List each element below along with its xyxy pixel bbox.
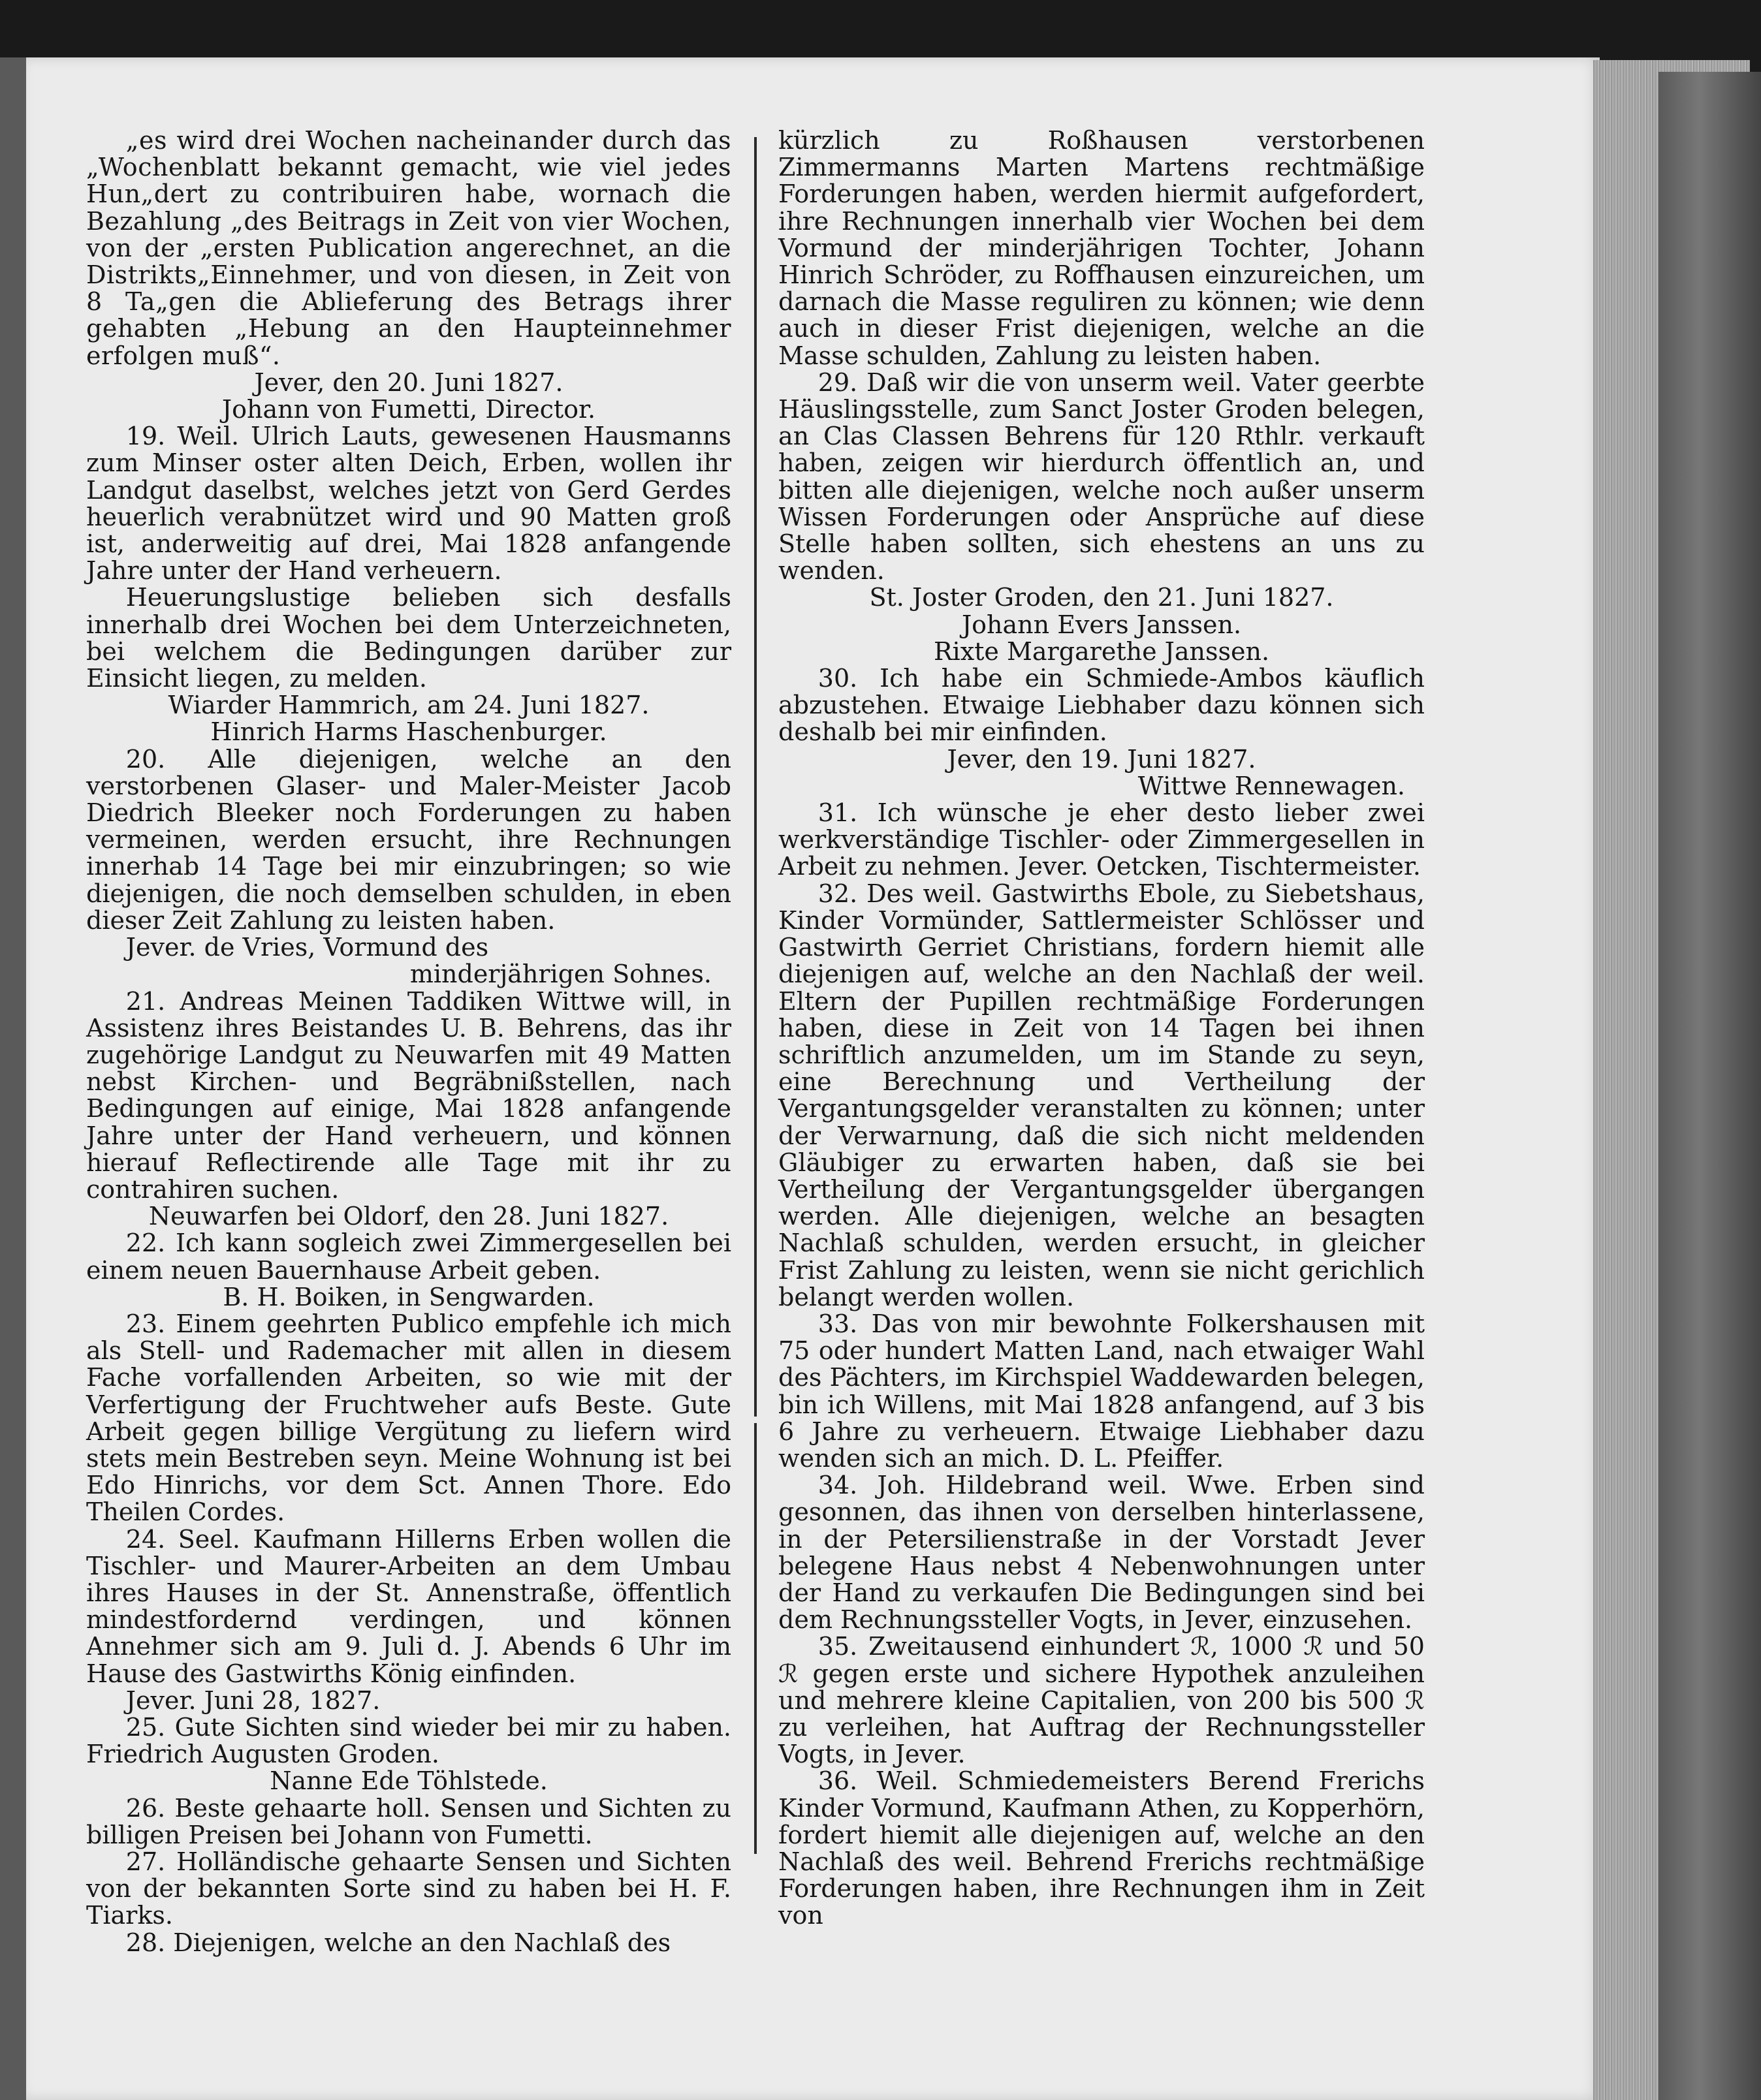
column-divider-bottom	[754, 1423, 757, 1854]
notice-paragraph: 31. Ich wünsche je eher desto lieber zwei werkverständige Tischler- oder Zimmergesellen in Arbeit zu nehmen. Jever. Oetcken, Tischtermeister.	[778, 798, 1425, 881]
notice-signature: Jever, den 19. Juni 1827.	[947, 744, 1256, 774]
notice-paragraph: 19. Weil. Ulrich Lauts, gewesenen Hausmanns zum Minser oster alten Deich, Erben, wollen ihr Landgut daselbst, welches jetzt von Gerd Gerdes heuerlich verabnützet wird und 90 Matten groß ist, anderweitig auf drei, Mai 1828 anfangende Jahre unter der Hand verheuern.	[86, 422, 731, 586]
notice-signature: Neuwarfen bei Oldorf, den 28. Juni 1827.	[148, 1202, 669, 1231]
notice-signature: St. Joster Groden, den 21. Juni 1827.	[869, 583, 1334, 612]
notice-paragraph: 26. Beste gehaarte holl. Sensen und Sichten zu billigen Preisen bei Johann von Fumetti.	[86, 1793, 731, 1849]
notice-signature: minderjährigen Sohnes.	[409, 960, 712, 989]
notice-paragraph: 21. Andreas Meinen Taddiken Wittwe will, in Assistenz ihres Beistandes U. B. Behrens, das ihr zugehörige Landgut zu Neuwarfen mit 49 Matten nebst Kirchen- und Begräbnißstellen, nach Bedingungen auf einige, Mai 1828 anfangende Jahre unter der Hand verheuern, und können hierauf Reflectirende alle Tage mit ihr zu contrahiren suchen.	[86, 986, 731, 1204]
notice-signature: B. H. Boiken, in Sengwarden.	[223, 1282, 595, 1311]
notice-paragraph: Jever. de Vries, Vormund des	[125, 933, 489, 962]
notice-paragraph: 27. Holländische gehaarte Sensen und Sichten von der bekannten Sorte sind zu haben bei H. F. Tiarks.	[86, 1847, 731, 1930]
notice-signature: Hinrich Harms Haschenburger.	[210, 717, 607, 747]
notice-paragraph: Jever. Juni 28, 1827.	[125, 1685, 381, 1715]
notice-paragraph: 32. Des weil. Gastwirths Ebole, zu Siebetshaus, Kinder Vormünder, Sattlermeister Schlösser und Gastwirth Gerriet Christians, fordern hiemit alle diejenigen auf, welche an den Nachlaß der weil. Eltern der Pupillen rechtmäßige Forderungen haben, diese in Zeit von 14 Tagen bei ihnen schriftlich anzumelden, um im Stande zu seyn, eine Berechnung und Vertheilung der Vergantungsgelder veranstalten zu können; unter der Verwarnung, daß die sich nicht meldenden Gläubiger zu erwarten haben, daß sie bei Vertheilung der Vergantungsgelder übergangen werden. Alle diejenigen, welche an besagten Nachlaß schulden, werden ersucht, in gleicher Frist Zahlung zu leisten, wenn sie nicht gerichlich belangt werden wollen.	[778, 879, 1425, 1311]
notice-paragraph: 34. Joh. Hildebrand weil. Wwe. Erben sind gesonnen, das ihnen von derselben hinterlassene, in der Petersilienstraße in der Vorstadt Jever belegene Haus nebst 4 Nebenwohnungen unter der Hand zu verkaufen Die Bedingungen sind bei dem Rechnungssteller Vogts, in Jever, einzusehen.	[778, 1471, 1425, 1635]
notice-paragraph: 29. Daß wir die von unserm weil. Vater geerbte Häuslingsstelle, zum Sanct Joster Groden belegen, an Clas Classen Behrens für 120 Rthlr. verkauft haben, zeigen wir hierdurch öffentlich an, und bitten alle diejenigen, welche noch außer unserm Wissen Forderungen oder Ansprüche auf diese Stelle haben sollten, sich ehestens an uns zu wenden.	[778, 368, 1425, 586]
notice-paragraph: 35. Zweitausend einhundert ℛ, 1000 ℛ und 50 ℛ gegen erste und sichere Hypothek anzuleihen und mehrere kleine Capitalien, von 200 bis 500 ℛ zu verleihen, hat Auftrag der Rechnungssteller Vogts, in Jever.	[778, 1632, 1425, 1769]
notice-paragraph: 25. Gute Sichten sind wieder bei mir zu haben. Friedrich Augusten Groden.	[86, 1712, 731, 1769]
book-cover-edge	[1658, 72, 1761, 2100]
notice-paragraph: 20. Alle diejenigen, welche an den verstorbenen Glaser- und Maler-Meister Jacob Diedrich Bleeker noch Forderungen zu haben vermeinen, werden ersucht, ihre Rechnungen innerhab 14 Tage bei mir einzubringen; so wie diejenigen, die noch demselben schulden, in eben dieser Zeit Zahlung zu leisten haben.	[86, 744, 731, 935]
right-column	[778, 126, 1425, 1930]
notice-paragraph: „es wird drei Wochen nacheinander durch das „Wochenblatt bekannt gemacht, wie viel jedes Hun„dert zu contribuiren habe, wornach die Bezahlung „des Beitrags in Zeit von vier Wochen, von der „ersten Publication angerechnet, an die Distrikts„Einnehmer, und von diesen, in Zeit von 8 Ta„gen die Ablieferung des Betrags ihrer gehabten „Hebung an den Haupteinnehmer erfolgen muß“.	[86, 126, 731, 370]
notice-signature: Wiarder Hammrich, am 24. Juni 1827.	[168, 691, 650, 720]
notice-signature: Johann von Fumetti, Director.	[221, 395, 596, 424]
notice-paragraph: Heuerungslustige belieben sich desfalls innerhalb drei Wochen bei dem Unterzeichneten, bei welchem die Bedingungen darüber zur Einsicht liegen, zu melden.	[86, 583, 731, 693]
notice-signature: Wittwe Rennewagen.	[1137, 771, 1405, 800]
notice-paragraph: 30. Ich habe ein Schmiede-Ambos käuflich abzustehen. Etwaige Liebhaber dazu können sich deshalb bei mir einfinden.	[778, 664, 1425, 747]
left-column	[86, 126, 731, 1957]
notice-signature: Jever, den 20. Juni 1827.	[254, 368, 563, 397]
notice-signature: Nanne Ede Töhlstede.	[270, 1766, 548, 1796]
column-divider-top	[754, 137, 757, 1417]
book-left-edge	[0, 57, 26, 2100]
notice-paragraph: 23. Einem geehrten Publico empfehle ich mich als Stell- und Rademacher mit allen in diesem Fache vorfallenden Arbeiten, so wie mit der Verfertigung der Fruchtweher aufs Beste. Gute Arbeit gegen billige Vergütung zu liefern wird stets mein Bestreben seyn. Meine Wohnung ist bei Edo Hinrichs, vor dem Sct. Annen Thore. Edo Theilen Cordes.	[86, 1309, 731, 1527]
notice-paragraph: 28. Diejenigen, welche an den Nachlaß des	[125, 1928, 671, 1957]
notice-paragraph: 22. Ich kann sogleich zwei Zimmergesellen bei einem neuen Bauernhause Arbeit geben.	[86, 1229, 731, 1285]
notice-paragraph: 24. Seel. Kaufmann Hillerns Erben wollen die Tischler- und Maurer-Arbeiten an dem Umbau ihres Hauses in der St. Annenstraße, öffentlich mindestfordernd verdingen, und können Annehmer sich am 9. Juli d. J. Abends 6 Uhr im Hause des Gastwirths König einfinden.	[86, 1524, 731, 1688]
notice-paragraph: 33. Das von mir bewohnte Folkershausen mit 75 oder hundert Matten Land, nach etwaiger Wahl des Pächters, im Kirchspiel Waddewarden belegen, bin ich Willens, mit Mai 1828 anfangend, auf 3 bis 6 Jahre zu verheuern. Etwaige Liebhaber dazu wenden sich an mich. D. L. Pfeiffer.	[778, 1309, 1425, 1473]
notice-signature: Rixte Margarethe Janssen.	[933, 636, 1270, 666]
notice-paragraph: 36. Weil. Schmiedemeisters Berend Frerichs Kinder Vormund, Kaufmann Athen, zu Kopperhörn, fordert hiemit alle diejenigen auf, welche an den Nachlaß des weil. Behrend Frerichs rechtmäßige Forderungen haben, ihre Rechnungen ihm in Zeit von	[778, 1766, 1425, 1930]
notice-paragraph: kürzlich zu Roßhausen verstorbenen Zimmermanns Marten Martens rechtmäßige Forderungen haben, werden hiermit aufgefordert, ihre Rechnungen innerhalb vier Wochen bei dem Vormund der minderjährigen Tochter, Johann Hinrich Schröder, zu Roffhausen einzureichen, um darnach die Masse reguliren zu können; wie denn auch in dieser Frist diejenigen, welche an die Masse schulden, Zahlung zu leisten haben.	[778, 126, 1425, 370]
notice-signature: Johann Evers Janssen.	[961, 610, 1242, 639]
